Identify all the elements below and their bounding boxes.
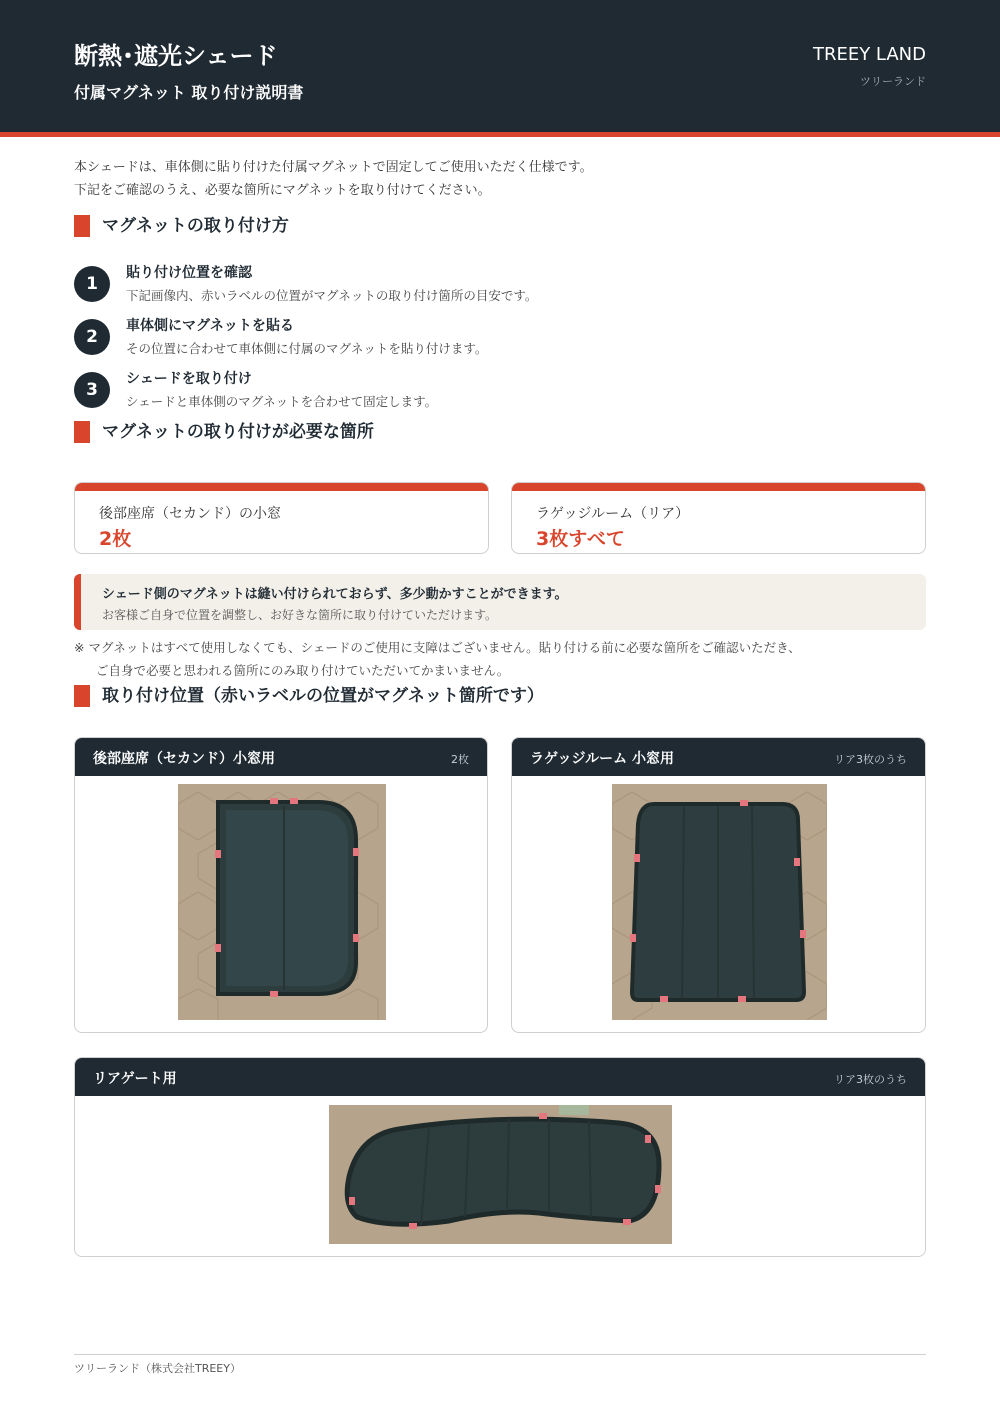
section-title: 取り付け位置（赤いラベルの位置がマグネット箇所です） xyxy=(102,686,544,706)
photo-card-rear-gate xyxy=(74,1057,926,1257)
document-title: 断熱･遮光シェード xyxy=(74,42,278,70)
step-description: シェードと車体側のマグネットを合わせて固定します。 xyxy=(126,394,438,409)
card-accent-bar xyxy=(75,483,488,491)
photo-card-title: ラゲッジルーム 小窓用 xyxy=(530,751,674,767)
count-card-luggage xyxy=(511,482,926,554)
page-header xyxy=(0,0,1000,132)
step-number-badge: 1 xyxy=(74,266,110,302)
photo-card-header xyxy=(75,738,487,776)
photo-card-title: 後部座席（セカンド）小窓用 xyxy=(93,751,275,767)
step-item-2 xyxy=(74,315,854,363)
photo-card-header xyxy=(75,1058,925,1096)
count-label: ラゲッジルーム（リア） xyxy=(536,506,690,522)
section-marker xyxy=(74,685,90,707)
remark-line-2: ご自身で必要と思われる箇所にのみ取り付けていただいてかまいません。 xyxy=(96,663,510,678)
callout-accent-edge xyxy=(74,574,81,630)
step-description: その位置に合わせて車体側に付属のマグネットを貼り付けます。 xyxy=(126,341,488,356)
section-title: マグネットの取り付けが必要な箇所 xyxy=(102,422,374,442)
step-number-badge: 2 xyxy=(74,319,110,355)
note-text: お客様ご自身で位置を調整し、お好きな箇所に取り付けていただけます。 xyxy=(102,608,498,622)
photo-card-title: リアゲート用 xyxy=(93,1071,177,1087)
photo-card-tag: リア3枚のうち xyxy=(834,753,907,766)
photo-card-tag: リア3枚のうち xyxy=(834,1073,907,1086)
header-accent-stripe xyxy=(0,132,1000,137)
note-callout xyxy=(74,574,926,630)
step-title: 貼り付け位置を確認 xyxy=(126,265,252,281)
step-item-1 xyxy=(74,262,854,310)
section-marker xyxy=(74,215,90,237)
shade-photo-luggage-window xyxy=(612,784,827,1020)
shade-photo-rear-gate xyxy=(329,1105,672,1244)
intro-text xyxy=(74,156,593,202)
step-description: 下記画像内、赤いラベルの位置がマグネットの取り付け箇所の目安です。 xyxy=(126,288,538,303)
step-title: 車体側にマグネットを貼る xyxy=(126,318,294,334)
card-accent-bar xyxy=(512,483,925,491)
step-title: シェードを取り付け xyxy=(126,371,252,387)
remark-text xyxy=(74,636,801,682)
step-item-3 xyxy=(74,368,854,416)
count-value: 2枚 xyxy=(99,528,132,550)
step-number-badge: 3 xyxy=(74,372,110,408)
count-value: 3枚すべて xyxy=(536,528,625,550)
footer-company: ツリーランド（株式会社TREEY） xyxy=(74,1362,241,1375)
section-title: マグネットの取り付け方 xyxy=(102,216,289,236)
section-marker xyxy=(74,421,90,443)
remark-line-1: ※ マグネットはすべて使用しなくても、シェードのご使用に支障はございません。貼り付ける前に必要な箇所をご確認いただき、 xyxy=(74,640,801,655)
brand-logo-text: TREEY LAND xyxy=(812,44,926,65)
document-subtitle: 付属マグネット 取り付け説明書 xyxy=(74,83,304,102)
photo-card-second-window xyxy=(74,737,488,1033)
intro-line-1: 本シェードは、車体側に貼り付けた付属マグネットで固定してご使用いただく仕様です。 xyxy=(74,160,593,175)
footer-divider xyxy=(74,1354,926,1355)
count-card-second-row xyxy=(74,482,489,554)
brand-kana: ツリーランド xyxy=(860,75,926,88)
photo-card-luggage-window xyxy=(511,737,926,1033)
photo-card-header xyxy=(512,738,925,776)
intro-line-2: 下記をご確認のうえ、必要な箇所にマグネットを取り付けてください。 xyxy=(74,183,491,198)
note-emphasis: シェード側のマグネットは縫い付けられておらず、多少動かすことができます。 xyxy=(102,587,568,602)
shade-photo-second-window xyxy=(178,784,386,1020)
photo-card-tag: 2枚 xyxy=(451,753,469,766)
count-label: 後部座席（セカンド）の小窓 xyxy=(99,506,281,522)
